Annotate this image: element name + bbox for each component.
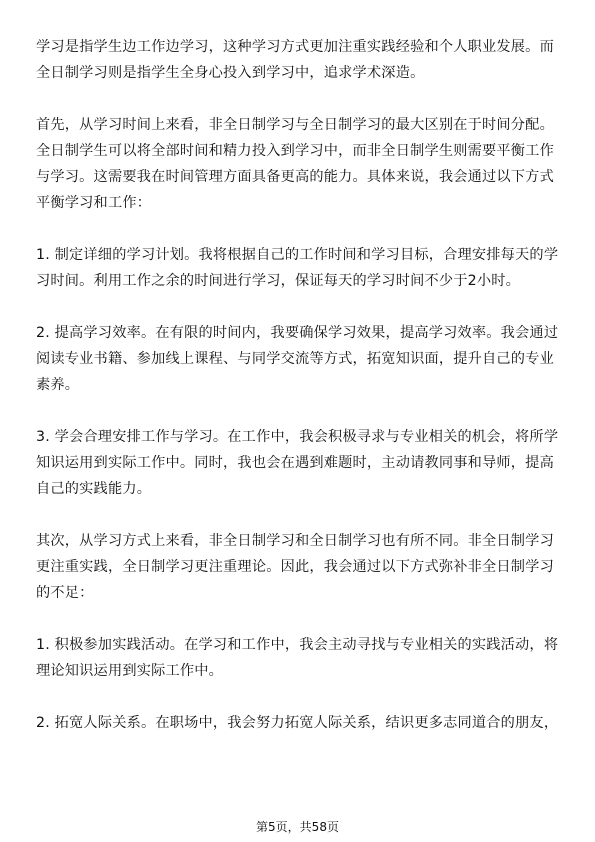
text-line: 首先，从学习时间上来看，非全日制学习与全日制学习的最大区别在于时间分配。 <box>36 117 554 133</box>
text-line: 全日制学生可以将全部时间和精力投入到学习中，而非全日制学生则需要平衡工作 <box>36 143 554 159</box>
text-line: 自己的实践能力。 <box>36 481 152 497</box>
paragraph <box>36 710 561 736</box>
text-line: 3. 学会合理安排工作与学习。在工作中，我会积极寻求与专业相关的机会，将所学 <box>36 429 559 445</box>
page-number-footer: 第5页，共58页 <box>256 820 339 834</box>
text-line: 理论知识运用到实际工作中。 <box>36 663 224 679</box>
paragraph <box>36 34 561 86</box>
paragraph <box>36 112 561 216</box>
text-line: 2. 拓宽人际关系。在职场中，我会努力拓宽人际关系，结识更多志同道合的朋友， <box>36 715 559 731</box>
text-line: 的不足： <box>36 585 94 601</box>
paragraph <box>36 528 561 606</box>
text-line: 更注重实践，全日制学习更注重理论。因此，我会通过以下方式弥补非全日制学习 <box>36 559 554 575</box>
paragraph <box>36 242 561 294</box>
paragraph <box>36 320 561 398</box>
text-line: 阅读专业书籍、参加线上课程、与同学交流等方式，拓宽知识面，提升自己的专业 <box>36 351 554 367</box>
text-line: 全日制学习则是指学生全身心投入到学习中，追求学术深造。 <box>36 65 425 81</box>
text-line: 2. 提高学习效率。在有限的时间内，我要确保学习效果，提高学习效率。我会通过 <box>36 325 559 341</box>
text-line: 平衡学习和工作： <box>36 195 152 211</box>
paragraph <box>36 632 561 684</box>
text-line: 其次，从学习方式上来看，非全日制学习和全日制学习也有所不同。非全日制学习 <box>36 533 554 549</box>
text-line: 学习是指学生边工作边学习，这种学习方式更加注重实践经验和个人职业发展。而 <box>36 39 554 55</box>
text-line: 1. 积极参加实践活动。在学习和工作中，我会主动寻找与专业相关的实践活动，将 <box>36 637 559 653</box>
text-line: 素养。 <box>36 377 80 393</box>
document-body <box>36 34 561 762</box>
text-line: 习时间。利用工作之余的时间进行学习，保证每天的学习时间不少于2小时。 <box>36 273 521 289</box>
text-line: 知识运用到实际工作中。同时，我也会在遇到难题时，主动请教同事和导师，提高 <box>36 455 554 471</box>
paragraph <box>36 424 561 502</box>
text-line: 1. 制定详细的学习计划。我将根据自己的工作时间和学习目标，合理安排每天的学 <box>36 247 559 263</box>
text-line: 与学习。这需要我在时间管理方面具备更高的能力。具体来说，我会通过以下方式 <box>36 169 554 185</box>
